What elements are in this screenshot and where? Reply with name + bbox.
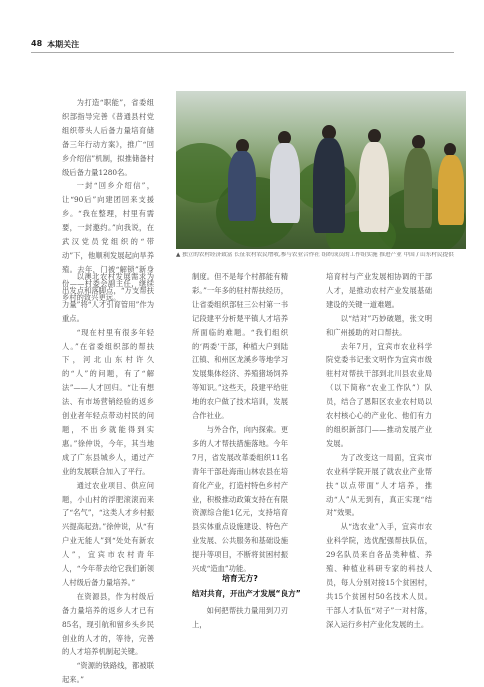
paragraph: 在资源县，作为村级后备力量培养的返乡人才已有85名，现引航和留乡头乡民创业的人才的，等待，完善的人才培养机制起关键。 (62, 591, 154, 657)
column-2 (192, 270, 288, 576)
column-1-bottom (62, 270, 154, 687)
paragraph: “资源的铁路线，都被联起来。” (62, 661, 154, 685)
page-header (31, 39, 79, 50)
paragraph: 为打造“职能”，省委组织部指导完善《普通县村党组织带头人后备力量培育储备三年行动方案》，推广“回乡介绍信”机制，拟推储备村级后备力量1280名。 (62, 98, 154, 177)
header-rule (31, 52, 454, 53)
paragraph: 制度。但不是每个村都能有精彩。”一年多的驻村帮扶经历，让省委组织部驻三公村第一书记段建平分析楚平镇人才培养所面临的难题。“我们组织的‘两委’干部，种植大户到陆江镇、和州区龙溪乡等地学习发展集体经济、养殖猪场饲养等知识。”这些天，段建平给驻地的农户做了技术培训，发展合作社业。 (192, 272, 288, 421)
paragraph: 以澳北农村发展需求为出发点和落脚点，“万支帮扶力量”将“人才引育管用”作为重点。 (62, 272, 154, 323)
column-name: 本期关注 (47, 40, 80, 49)
paragraph: 以“结对”巧妙破题，张文明和广州援助的对口帮扶。 (326, 313, 432, 337)
paragraph: 为了改变这一局面，宜宾市农业科学院开展了就农业产业帮扶“以点带面”人才培养，推动“人”从无到有，真正实现“结对”效果。 (326, 452, 432, 518)
section-subheading (192, 573, 301, 600)
paragraph: 如何把帮扶力量用到刀刃上， (192, 606, 288, 629)
paragraph: 一封“回乡介绍信”，让“90后”向建团回来支援乡。“我在整理，村里有需要，一封邀约。”向我说，在武汉党员党组织的“带动”下，他顺利发展起向旱养殖。去年，门被“解锁”新身份——村委会副主任，继续乡村的致兴更远。 (62, 181, 154, 302)
column-2-bottom (192, 604, 288, 632)
paragraph: 去年7月，宜宾市农业科学院党委书记张文明作为宜宾市级驻村对帮扶干部到北川县农业局（以下简称“农业工作队”）队员，结合了恩阳区农业农村局以农村核心心的产业化、他们有力的组织新部门——推动发展产业发展。 (326, 341, 432, 448)
paragraph: 与外合作，向内探索。更多的人才帮扶措施落地。今年7月，省发展改革委组织11名青年干部赴海南山林农县在培育化产业，打造村特色乡村产业，积极推动政策支持在有限资源综合能1亿元，支持培育县实体重点设施建设、特色产业发展、公共服务和基础设施提升等项目，不断将贫困村振兴成“造血”功能。 (192, 424, 288, 574)
paragraph: “现在村里有很多年轻人。”在省委组织部的帮扶下，河北山东村许久的“人”的问题，有了“解法”——人才回归。“让有想法、有市场营销经验的返乡创业者年轻点带动村民的问题，不出乡就能得到实惠。”徐仲说，今年，其当地成了广东县城乡人，通过产业的发展联合加入了平行。 (62, 327, 154, 476)
subheading-line-1: 培育无方? (222, 574, 258, 583)
paragraph: 通过农业项目、供应问题，小山村的浮肥滚滚而来了“名气”，“这类人才乡村振兴提高起劲。”徐仲说，从“有户业无能人”到“处处有新农人”，宜宾市农村青年人，“今年带去给它我们新领人村级后备力量培养。” (62, 480, 154, 587)
article-photo (176, 91, 466, 249)
page-number: 48 (31, 39, 43, 48)
paragraph: 培育村与产业发展相协调的干部人才，是推动农村产业发展基础建设的关键一道难题。 (326, 272, 432, 309)
photo-caption: ▲ 独立的农村经济致富 长征农村农民增收,参与农业合作社 组织成员的工作组实施 推进产业 中国 / 山东村民提供 (176, 252, 454, 258)
paragraph: 从“选农业”入手，宜宾市农业科学院，选优配强帮扶队伍，29名队员来自各品类种植、养殖、种植业科研专家的科技人员，每人分别对接15个贫困村，共15个贫困村50名技术人员。干部人才队伍“对子”一对村落，深入运行乡村产业化发展的土。 (326, 522, 432, 629)
column-3 (326, 270, 432, 632)
subheading-line-2: 结对共育，开出产才发展“良方” (192, 589, 301, 598)
